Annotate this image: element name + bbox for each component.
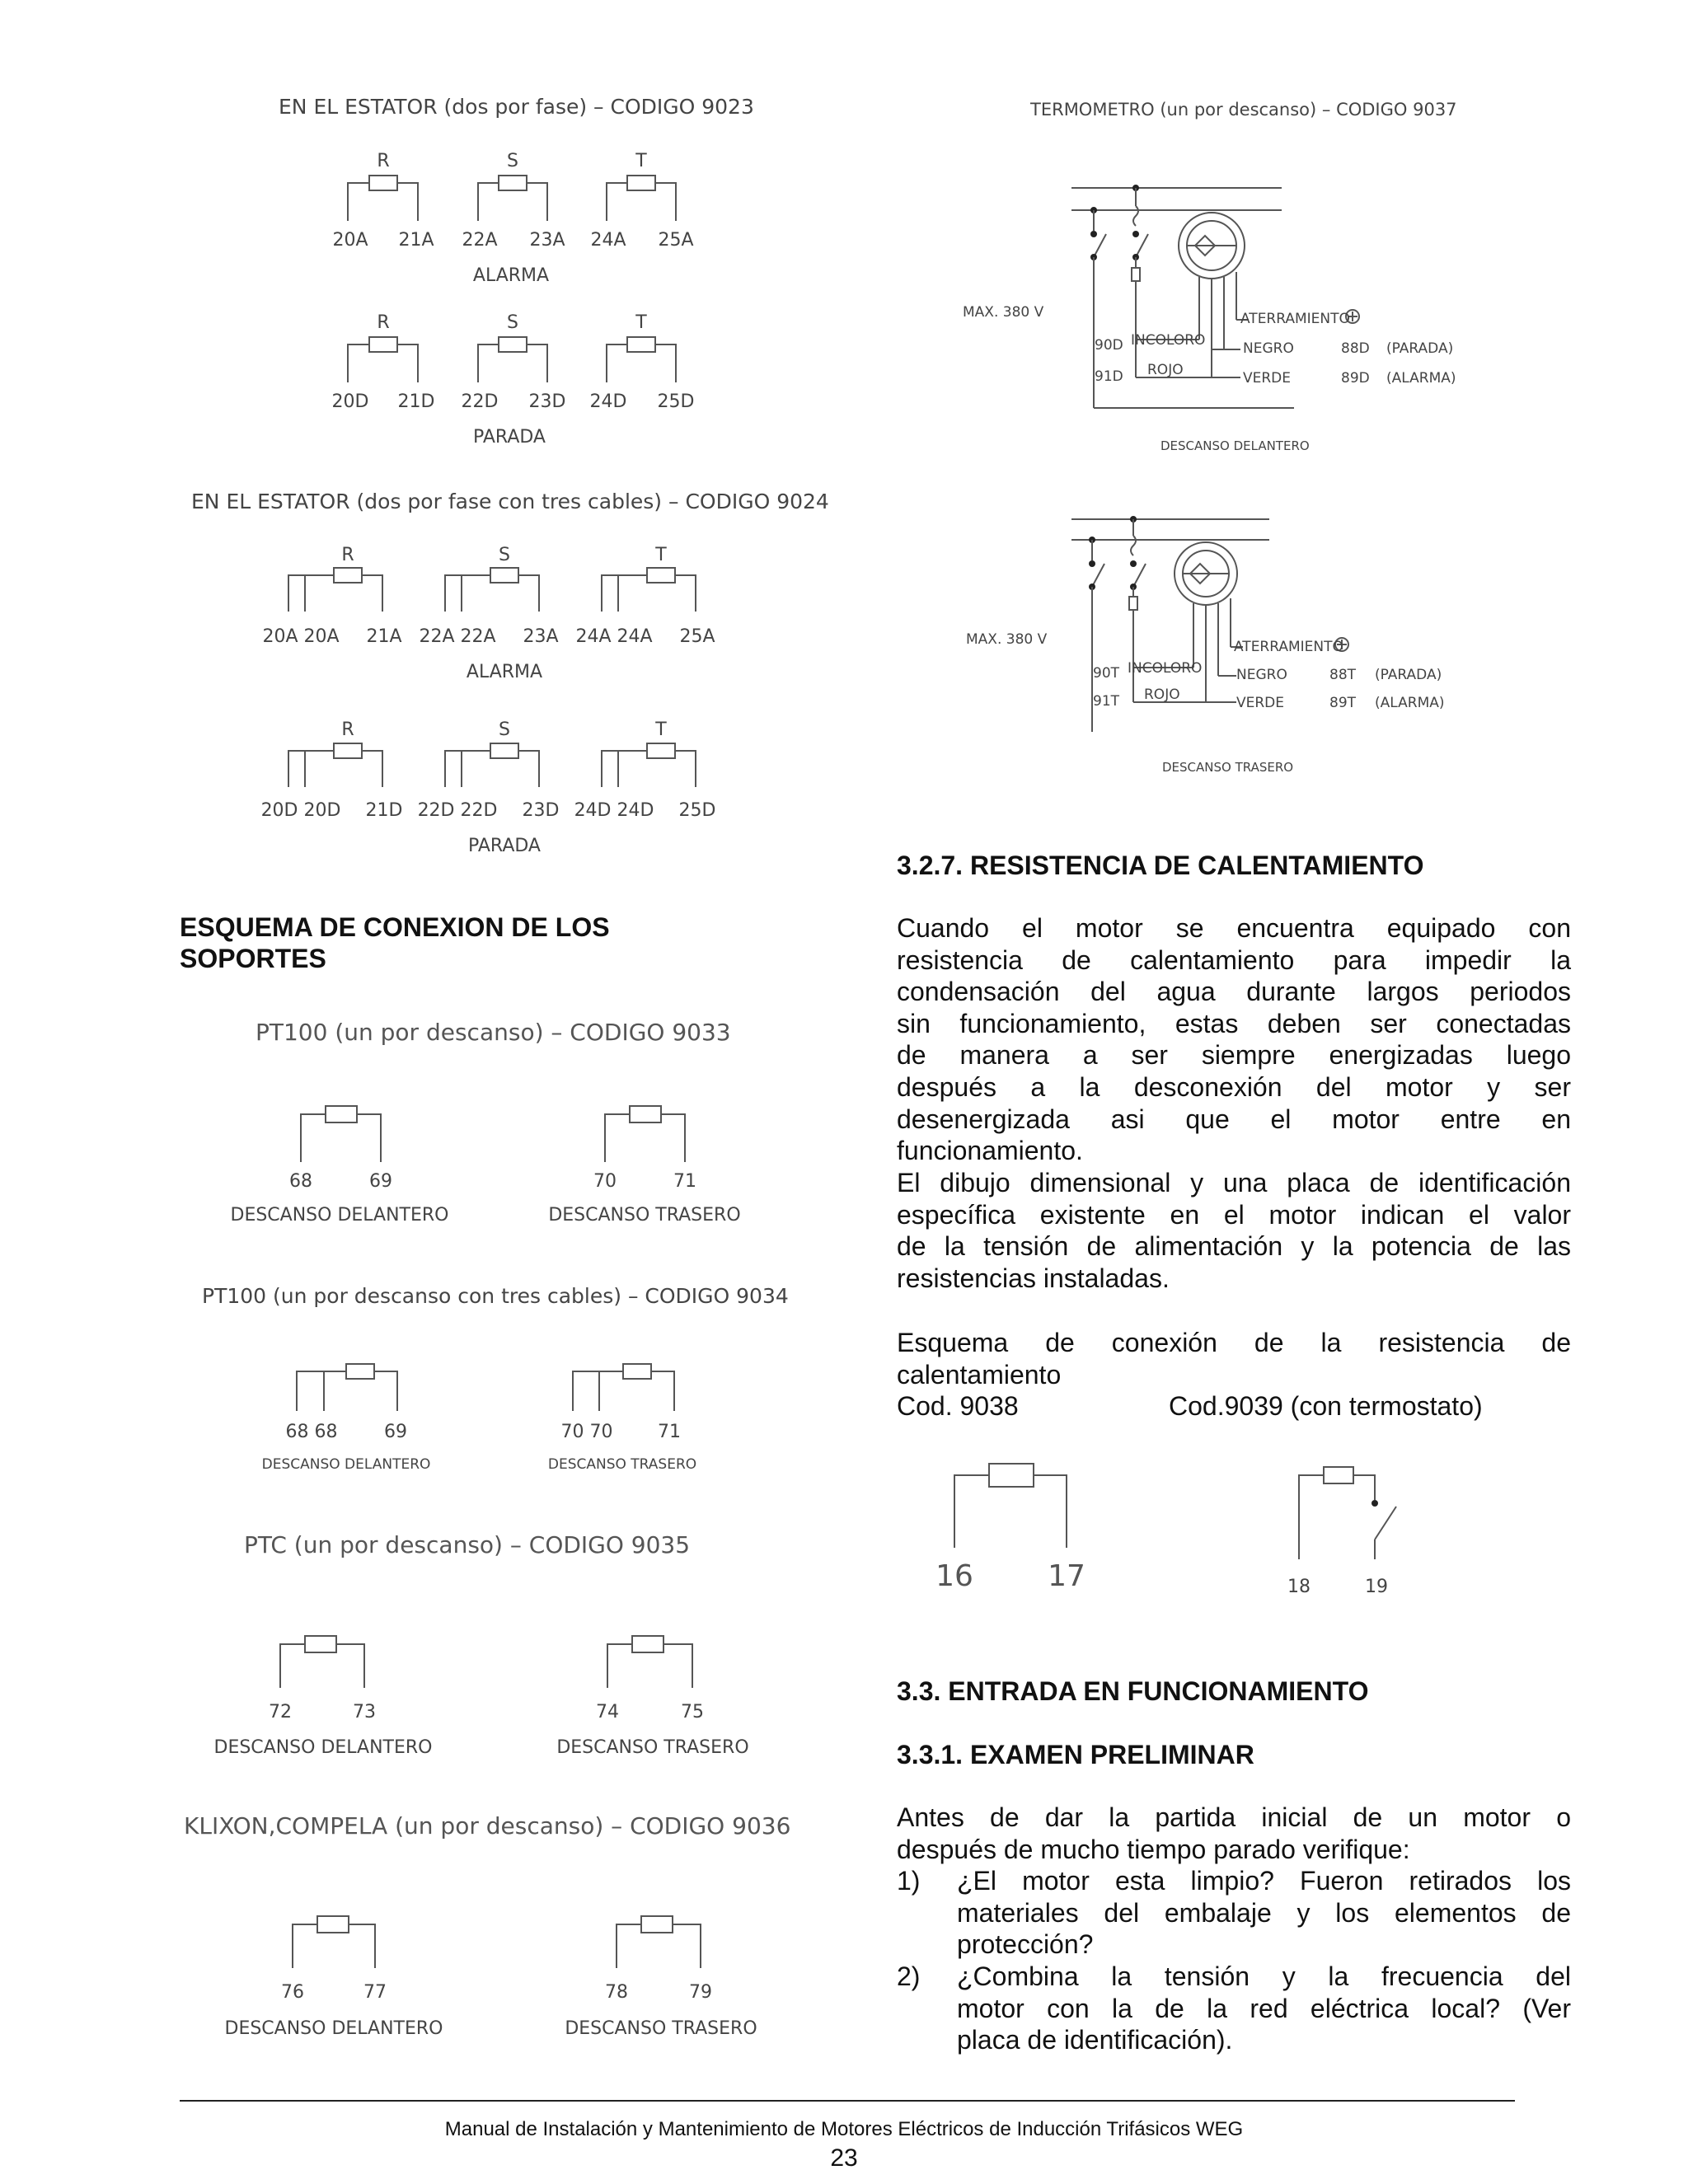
text-line: condensación del agua durante largos periodos [897,977,1571,1007]
stator-9024-stop-group [261,719,716,856]
terminal-label: 88D [1341,340,1370,357]
alarm-label: (ALARMA) [1386,370,1456,387]
rear-bearing-label: DESCANSO TRASERO [1162,760,1294,775]
terminal-label: 20D 20D [260,800,341,821]
stator-9023-stop-group [332,312,695,448]
text-line: de manera a ser siempre energizadas luego [897,1040,1571,1071]
text-line: ¿El motor esta limpio? Fueron retirados los [957,1866,1571,1896]
text-line: protección? [957,1929,1094,1960]
terminal-label: 20A [332,230,368,251]
startup-intro [897,1802,1571,1865]
terminal-label: 22A 22A [419,626,496,647]
terminal-label: 18 [1287,1577,1311,1597]
ptc-front [214,1636,433,1758]
text-line: después a la desconexión del motor y ser [897,1071,1571,1102]
wire-color-label: NEGRO [1243,340,1294,357]
rear-bearing-label: DESCANSO TRASERO [556,1737,749,1758]
terminal-label: 71 [673,1171,696,1192]
terminal-label: 23A [523,626,559,647]
wire-color-label: ROJO [1144,687,1180,703]
terminal-label: 24D 24D [574,800,654,821]
terminal-label: 72 [269,1702,292,1722]
stator-9023-alarm-group [332,151,693,286]
thermometer-rear-diagram [966,516,1445,775]
terminal-label: 24D [589,391,627,412]
terminal-label: 23D [528,391,566,412]
terminal-label: 75 [681,1702,704,1722]
terminal-label: 69 [384,1422,407,1442]
phase-label: R [341,719,354,740]
terminal-label: 25A [658,230,694,251]
front-bearing-label: DESCANSO DELANTERO [213,1737,433,1758]
phase-label: R [341,545,354,565]
terminal-label: 74 [596,1702,619,1722]
heating-schema-caption [897,1327,1571,1390]
text-line: resistencias instaladas. [897,1263,1170,1293]
terminal-label: 25D [678,800,716,821]
thermometer-front-diagram [963,185,1456,453]
terminal-label: 22D 22D [417,800,498,821]
front-bearing-label: DESCANSO DELANTERO [261,1456,431,1473]
pt100-rear [548,1106,740,1226]
stator-9024-title: EN EL ESTATOR (dos por fase con tres cables) – CODIGO 9024 [191,490,829,513]
text-line: El dibujo dimensional y una placa de identificación [897,1168,1571,1197]
terminal-label: 78 [605,1982,628,2003]
heating-9038-diagram [935,1464,1085,1593]
stator-9023-title: EN EL ESTATOR (dos por fase) – CODIGO 9023 [279,95,754,119]
text-line: placa de identificación). [957,2025,1233,2055]
terminal-label: 19 [1365,1577,1388,1597]
wire-label: 90T [1093,665,1120,682]
earthing-label: ATERRAMIENTO [1240,311,1350,327]
terminal-label: 71 [658,1422,681,1442]
supports-heading [180,912,610,974]
thermometer-title: TERMOMETRO (un por descanso) – CODIGO 9037 [1030,100,1457,120]
text-line: específica existente en el motor indican el valor [897,1199,1571,1230]
phase-label: S [499,545,510,565]
pt100-three-rear [548,1364,696,1473]
list-number: 2) [897,1961,921,1991]
heating-heading: 3.2.7. RESISTENCIA DE CALENTAMIENTO [897,851,1424,880]
klixon-rear [565,1916,757,2039]
wire-label: 91T [1093,693,1120,710]
terminal-label: 24A [590,230,626,251]
footer-title: Manual de Instalación y Mantenimiento de Motores Eléctricos de Inducción Trifásicos WEG [444,2118,1244,2140]
page-number: 23 [830,2144,858,2172]
terminal-label: 69 [369,1171,392,1192]
text-line: materiales del embalaje y los elementos de [957,1897,1571,1928]
phase-label: T [635,151,647,171]
wire-color-label: NEGRO [1236,667,1287,683]
phase-label: S [499,719,510,740]
terminal-label: 73 [353,1702,376,1722]
terminal-label: 20A 20A [262,626,340,647]
text-line: desenergizada asi que el motor entre en [897,1104,1571,1134]
alarm-label: ALARMA [466,662,543,682]
terminal-label: 70 [593,1171,617,1192]
text-line: después de mucho tiempo parado verifique: [897,1834,1410,1864]
terminal-label: 24A 24A [575,626,653,647]
footer-rule [180,2100,1515,2102]
max-voltage: MAX. 380 V [963,304,1044,321]
wire-label: 91D [1095,368,1123,385]
terminal-label: 89D [1341,370,1370,387]
rear-bearing-label: DESCANSO TRASERO [547,1456,697,1473]
text-line: sin funcionamiento, estas deben ser conectadas [897,1008,1571,1038]
heating-paragraph-1 [897,912,1571,1167]
stop-label: (PARADA) [1386,340,1454,357]
phase-label: T [635,312,647,333]
pt100-three-front [262,1364,431,1473]
text-line: calentamiento [897,1359,1062,1390]
supports-heading-line: SOPORTES [180,944,326,973]
terminal-label: 21A [398,230,434,251]
rear-bearing-label: DESCANSO TRASERO [548,1205,741,1226]
terminal-label: 89T [1329,695,1357,711]
stator-9024-alarm-group [262,545,715,682]
wire-color-label: VERDE [1243,370,1292,387]
heating-9039-diagram [1287,1467,1396,1597]
phase-label: S [507,312,518,333]
terminal-label: 21D [365,800,403,821]
phase-label: T [655,719,667,740]
terminal-label: 68 [289,1171,312,1192]
list-item [897,1865,1571,1961]
terminal-label: 25D [657,391,695,412]
text-line: Esquema de conexión de la resistencia de [897,1328,1571,1357]
phase-label: R [377,151,390,171]
text-line: funcionamiento. [897,1136,1083,1166]
terminal-label: 68 68 [285,1422,338,1442]
wire-label: 90D [1095,337,1123,354]
pt100-three-title: PT100 (un por descanso con tres cables) – CODIGO 9034 [202,1284,789,1308]
front-bearing-label: DESCANSO DELANTERO [224,2018,443,2039]
front-bearing-label: DESCANSO DELANTERO [230,1205,449,1226]
terminal-label: 21A [366,626,402,647]
terminal-label: 88T [1329,667,1357,683]
terminal-label: 23D [522,800,560,821]
terminal-label: 25A [679,626,715,647]
max-voltage: MAX. 380 V [966,631,1048,648]
terminal-label: 79 [689,1982,712,2003]
wire-color-label: VERDE [1236,695,1285,711]
stop-label: (PARADA) [1375,667,1442,683]
phase-label: T [655,545,667,565]
terminal-label: 21D [397,391,435,412]
stop-label: PARADA [473,427,546,448]
text-line: Antes de dar la partida inicial de un motor o [897,1802,1571,1832]
terminal-label: 70 70 [560,1422,613,1442]
text-line: de la tensión de alimentación y la potencia de las [897,1231,1571,1262]
terminal-label: 23A [529,230,565,251]
terminal-label: 16 [935,1559,973,1593]
wire-color-label: ROJO [1147,362,1184,378]
text-line: resistencia de calentamiento para impedir la [897,944,1571,975]
text-line: Cuando el motor se encuentra equipado con [897,913,1571,943]
front-bearing-label: DESCANSO DELANTERO [1160,438,1310,453]
code-9039-label: Cod.9039 (con termostato) [1169,1391,1483,1421]
klixon-title: KLIXON,COMPELA (un por descanso) – CODIGO 9036 [184,1812,791,1840]
terminal-label: 20D [331,391,369,412]
ptc-title: PTC (un por descanso) – CODIGO 9035 [244,1531,691,1558]
startup-heading: 3.3. ENTRADA EN FUNCIONAMIENTO [897,1676,1369,1706]
phase-label: S [507,151,518,171]
code-9038-label: Cod. 9038 [897,1391,1019,1421]
list-item [897,1961,1571,2056]
pt100-title: PT100 (un por descanso) – CODIGO 9033 [256,1019,731,1046]
phase-label: R [377,312,390,333]
earthing-label: ATERRAMIENTO [1234,639,1343,655]
preliminary-exam-heading: 3.3.1. EXAMEN PRELIMINAR [897,1740,1254,1769]
stop-label: PARADA [468,836,541,856]
ptc-rear [556,1636,748,1758]
wire-color-label: INCOLORO [1128,660,1203,677]
wire-color-label: INCOLORO [1131,332,1206,349]
klixon-front [225,1916,443,2039]
terminal-label: 22A [462,230,498,251]
text-line: ¿Combina la tensión y la frecuencia del [957,1961,1571,1991]
terminal-label: 17 [1048,1559,1085,1593]
text-line: motor con la de la red eléctrica local? (Ver [957,1993,1571,2023]
alarm-label: ALARMA [472,265,550,286]
rear-bearing-label: DESCANSO TRASERO [565,2018,757,2039]
heating-paragraph-2 [897,1167,1571,1294]
alarm-label: (ALARMA) [1375,695,1445,711]
list-number: 1) [897,1866,921,1896]
terminal-label: 22D [461,391,499,412]
terminal-label: 76 [281,1982,304,2003]
pt100-front [231,1106,449,1226]
supports-heading-line: ESQUEMA DE CONEXION DE LOS [180,912,610,942]
terminal-label: 77 [363,1982,387,2003]
